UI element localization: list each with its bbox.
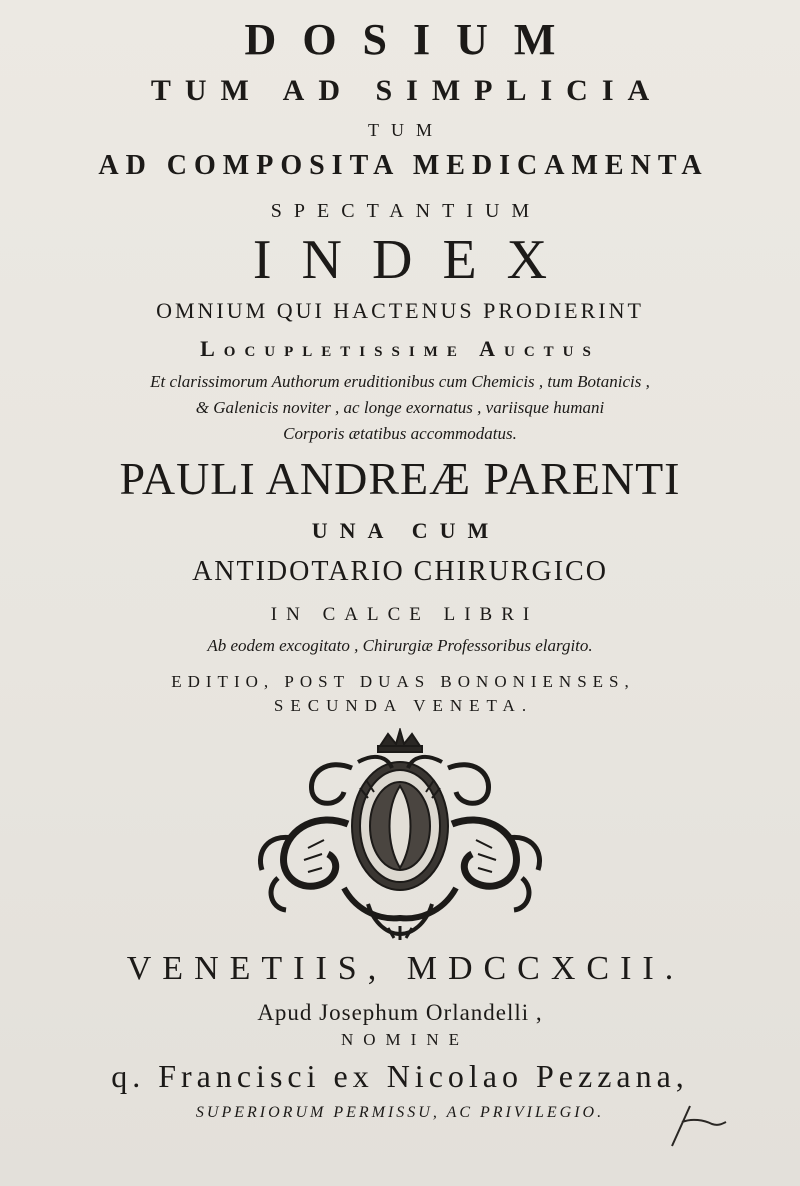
ink-flourish-icon bbox=[668, 1102, 728, 1148]
description-line-1: Et clarissimorum Authorum eruditionibus cum Chemicis , tum Botanicis , bbox=[150, 372, 650, 391]
imprint-printer: Apud Josephum Orlandelli , bbox=[257, 1000, 543, 1025]
subtitle-locupletissime: Locupletissime Auctus bbox=[200, 336, 600, 361]
title-tum-ad-simplicia: TUM AD SIMPLICIA bbox=[150, 74, 664, 107]
imprint-nomine: NOMINE bbox=[341, 1030, 469, 1049]
una-cum: UNA CUM bbox=[311, 518, 501, 543]
description-line-2: & Galenicis noviter , ac longe exornatus , variisque humani bbox=[195, 398, 605, 417]
ab-eodem-line: Ab eodem excogitato , Chirurgiæ Professoribus elargito. bbox=[207, 636, 593, 655]
secunda-veneta-line: SECUNDA VENETA. bbox=[273, 696, 534, 715]
subtitle-omnium: OMNIUM QUI HACTENUS PRODIERINT bbox=[156, 298, 644, 323]
printer-mark-emblem-icon bbox=[248, 728, 552, 940]
editio-line: EDITIO, POST DUAS BONONIENSES, bbox=[171, 672, 635, 691]
imprint-publisher: q. Francisci ex Nicolao Pezzana, bbox=[111, 1058, 689, 1094]
title-index: INDEX bbox=[252, 229, 578, 291]
title-ad-composita: AD COMPOSITA MEDICAMENTA bbox=[98, 150, 709, 181]
antidotario-title: ANTIDOTARIO CHIRURGICO bbox=[192, 556, 608, 587]
title-spectantium: SPECTANTIUM bbox=[270, 200, 542, 222]
description-line-3: Corporis ætatibus accommodatus. bbox=[283, 424, 517, 443]
in-calce-libri: IN CALCE LIBRI bbox=[270, 604, 539, 625]
author-name: PAULI ANDREÆ PARENTI bbox=[119, 453, 681, 504]
imprint-privilege: SUPERIORUM PERMISSU, AC PRIVILEGIO. bbox=[195, 1104, 605, 1121]
imprint-place-date: VENETIIS, MDCCXCII. bbox=[126, 950, 685, 987]
title-dosium: DOSIUM bbox=[244, 15, 582, 64]
title-tum: TUM bbox=[368, 120, 444, 140]
